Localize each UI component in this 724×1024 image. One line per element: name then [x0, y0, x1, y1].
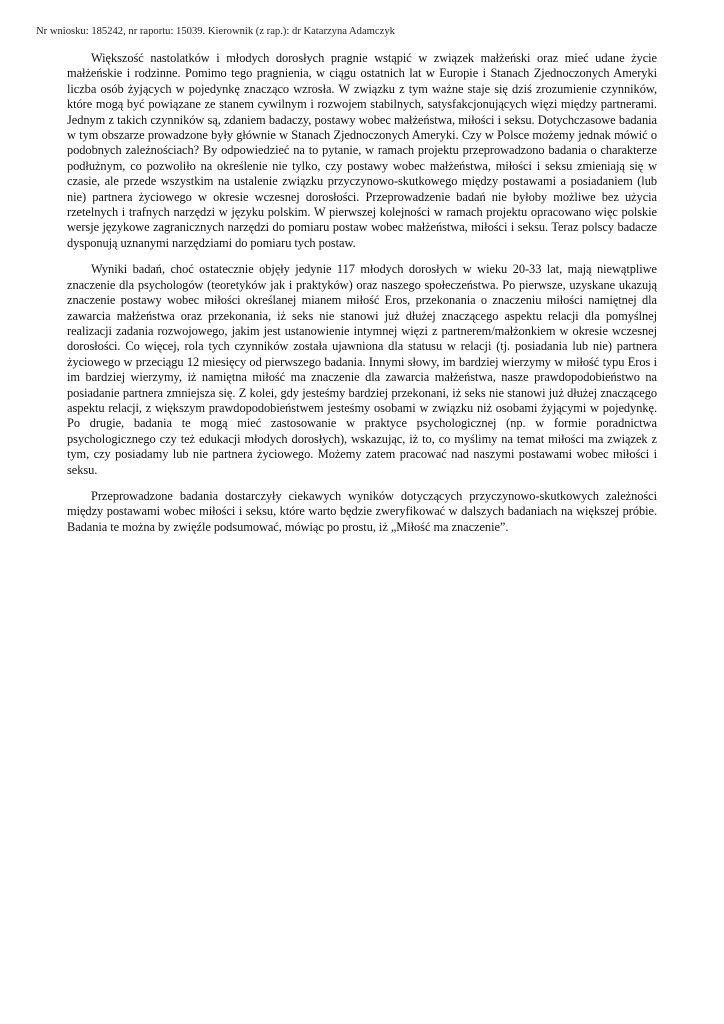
report-body: [67, 51, 657, 546]
paragraph-results: Wyniki badań, choć ostatecznie objęły jedynie 117 młodych dorosłych w wieku 20-33 lat, mają niewątpliwe znaczenie dla psychologów (teoretyków jak i praktyków) oraz naszego społeczeństwa. Po pierwsze, uzyskane ukazują znaczenie postawy wobec miłości określanej mianem miłość Eros, przekonania o znaczeniu miłości namiętnej dla zawarcia małżeństwa oraz przekonania, iż seks nie stanowi już dłużej znaczącego aspektu relacji dla pomyślnej realizacji zadania rozwojowego, jakim jest ustanowienie intymnej więzi z partnerem/małżonkiem w okresie wczesnej dorosłości. Co więcej, rola tych czynników została ujawniona dla statusu w relacji (tj. posiadania lub nie) partnera życiowego w przeciągu 12 miesięcy od pierwszego badania. Innymi słowy, im bardziej wierzymy w miłość typu Eros i im bardziej wierzymy, iż namiętna miłość ma znaczenie dla zawarcia małżeństwa, nasze prawdopodobieństwo na posiadanie partnera zmniejsza się. Z kolei, gdy jesteśmy bardziej przekonani, iż seks nie stanowi już dłużej znaczącego aspektu relacji, z większym prawdopodobieństwem jesteśmy osobami w związku niż osobami żyjącymi w pojedynkę. Po drugie, badania te mogą mieć zastosowanie w praktyce psychologicznej (np. w formie poradnictwa psychologicznego czy też edukacji młodych dorosłych), wskazując, iż to, co myślimy na temat miłości ma związek z tym, czy posiadamy lub nie partnera życiowego. Możemy zatem pracować nad naszymi postawami wobec miłości i seksu.: [67, 262, 657, 477]
report-header: Nr wniosku: 185242, nr raportu: 15039. Kierownik (z rap.): dr Katarzyna Adamczyk: [36, 26, 395, 37]
paragraph-conclusion: Przeprowadzone badania dostarczyły ciekawych wyników dotyczących przyczynowo-skutkowych zależności między postawami wobec miłości i seksu, które warto będzie zweryfikować w dalszych badaniach na większej próbie. Badania te można by zwięźle podsumować, mówiąc po prostu, iż „Miłość ma znaczenie”.: [67, 488, 657, 534]
paragraph-introduction: Większość nastolatków i młodych dorosłych pragnie wstąpić w związek małżeński oraz mieć udane życie małżeńskie i rodzinne. Pomimo tego pragnienia, w ciągu ostatnich lat w Europie i Stanach Zjednoczonych Ameryki liczba osób żyjących w pojedynkę znacząco wzrosła. W związku z tym ważne staje się dziś zrozumienie czynników, które mogą być powiązane ze stanem cywilnym i rozwojem stabilnych, satysfakcjonujących więzi między partnerami. Jednym z takich czynników są, zdaniem badaczy, postawy wobec małżeństwa, miłości i seksu. Dotychczasowe badania w tym obszarze prowadzone były głównie w Stanach Zjednoczonych Ameryki. Czy w Polsce możemy jednak mówić o podobnych zależnościach? By odpowiedzieć na to pytanie, w ramach projektu przeprowadzono badania o charakterze podłużnym, co pozwoliło na określenie nie tylko, czy postawy wobec małżeństwa, miłości i seksu zmieniają się w czasie, ale przede wszystkim na ustalenie związku przyczynowo-skutkowego między postawami a posiadaniem (lub nie) partnera życiowego w okresie wczesnej dorosłości. Przeprowadzenie badań nie byłoby możliwe bez użycia rzetelnych i trafnych narzędzi w języku polskim. W pierwszej kolejności w ramach projektu opracowano więc polskie wersje językowe zagranicznych narzędzi do pomiaru postaw wobec małżeństwa, miłości i seksu. Teraz polscy badacze dysponują uznanymi narzędziami do pomiaru tych postaw.: [67, 51, 657, 250]
